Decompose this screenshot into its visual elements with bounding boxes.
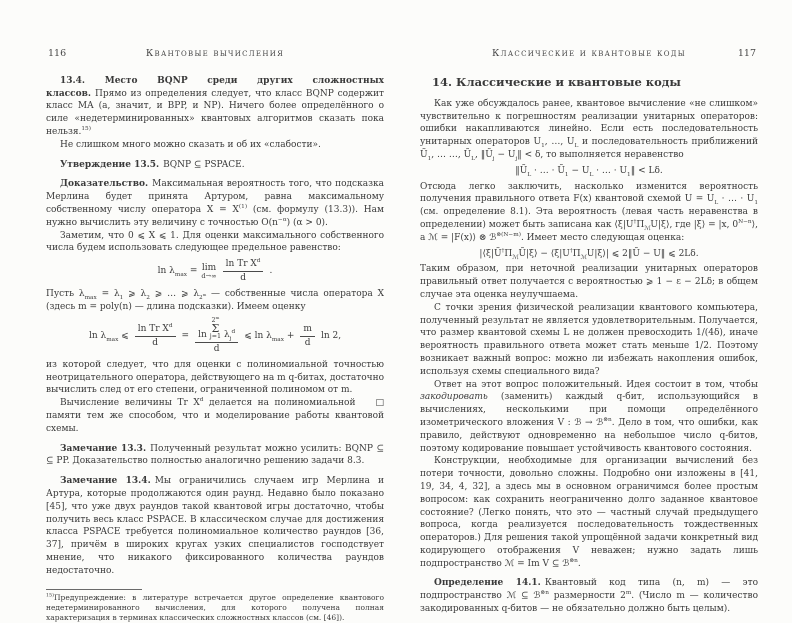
fraction-numerator: ln Tr $X^d$ — [225, 258, 261, 270]
paragraph-physical-text: С точки зрения физической реализации квантового компьютера, полученный результат не является удовлетворительным. Получается, что размер квантовой схемы L не должен превосходить 1/(4δ), иначе вероятность правильного ответа может стать меньше 1/2. Поэтому возникает важный вопрос: можно ли избежать накопления ошибок, используя схемы специального вида? — [420, 302, 758, 377]
fraction — [135, 324, 176, 349]
paragraph-constructions-text: Конструкции, необходимые для организации вычислений без потери точности, довольно сложны. Подробно они изложены в [41, 19, 34, 4, 32], а здесь мы в основном ограничимся более простым вопросом: как сохранить неограниченно долго заданное квантовое состояние? (Легко понять, что это — частный случай предыдущего вопроса, когда реализуется последовательность тождественных операторов.) Для решения такой упрощённой задачи конкретный вид кодирующего отображения V неважен; нужно задать лишь подпространство ℳ = Im V ⊆ ℬ$^{\otimes n}$. — [420, 456, 758, 569]
paragraph-probability — [420, 181, 758, 245]
lim-subscript: d→∞ — [201, 271, 217, 280]
footnote-text: $^{15)}$Предупреждение: в литературе встречается другое определение квантового недетерминированного вычисления, для которого получена полная характеризация в терминах классических сложностных классов (см. [46]). — [46, 592, 384, 622]
paragraph-eigenvalue-text: Заметим, что 0 ⩽ X ⩽ 1. Для оценки максимального собственного числа будем использовать следующее предельное равенство: — [46, 230, 384, 254]
display-formula-bracket — [420, 248, 758, 261]
proof-text: Максимальная вероятность того, что подсказка Мерлина будет принята Артуром, равна максимальному собственному числу оператора $X = X^{(1)}$ (см. формулу (13.3)). Нам нужно вычислить эту величину с точностью $O(n^{-\alpha}) (\alpha > 0)$. — [46, 179, 384, 228]
display-formula-limit — [46, 259, 384, 284]
running-head-title-left: Квантовые вычисления — [145, 48, 285, 59]
page-number-right: 117 — [737, 48, 756, 59]
qed-box: □ — [375, 398, 384, 409]
paragraph-13-4 — [46, 75, 384, 139]
definition-14-1-label: Определение 14.1. — [434, 578, 541, 589]
bracket-inequality: $|⟨\xi|Ũ^\dagger\Pi_ℳŨ|\xi⟩$ − $⟨\xi|U^\dagger\Pi_ℳU|\xi⟩|$ ⩽ 2‖Ũ − U‖ ⩽ 2Lδ. — [479, 247, 699, 261]
remark-13-3 — [46, 443, 384, 469]
display-formula-estimate — [46, 314, 384, 355]
remark-13-4-label: Замечание 13.4. — [60, 476, 151, 487]
footnote-rule — [46, 589, 142, 590]
paragraph-constructions — [420, 455, 758, 570]
fraction-numerator: m — [303, 323, 312, 334]
statement-13-5-label: Утверждение 13.5. — [60, 159, 160, 170]
limit-operator — [201, 264, 216, 280]
paragraph-trace — [46, 397, 384, 435]
sum-lower-limit: j=1 — [209, 333, 221, 341]
fraction — [223, 259, 264, 284]
estimate-lhs: $\ln \lambda_{max}$ ⩽ — [88, 330, 129, 343]
paragraph-trace-text: Вычисление величины Tr $X^d$ делается на полиномиальной памяти тем же способом, что и моделирование работы квантовой схемы. — [46, 397, 384, 434]
paragraph-consequence — [46, 359, 384, 397]
remark-13-4-text: Мы ограничились случаем игр Мерлина и Артура, которые продолжаются один раунд. Недавно было показано [45], что уже двух раундов такой квантовой игры достаточно, чтобы получить весь класс PSPACE. В классическом случае для достижения класса PSPACE требуется полиномиальное количество раундов [36, 37], причём в широких кругах узких специалистов господствует мнение, что никакого фиксированного количества раундов недостаточно. — [46, 476, 384, 576]
paragraph-thus — [420, 263, 758, 301]
remark-13-3-text: Полученный результат можно усилить: BQNP ⊆ ⊆ PP. Доказательство полностью аналогично решению задачи 8.3. — [46, 443, 384, 467]
equals-sign: = — [181, 330, 190, 341]
section-14-title: 14. Классические и квантовые коды — [432, 74, 681, 89]
sum-upper-limit: 2$^m$ — [211, 314, 220, 324]
paragraph-physical — [420, 302, 758, 379]
running-head-left — [46, 48, 384, 61]
paragraph-let-lambda — [46, 288, 384, 314]
paragraph-eigenvalue — [46, 230, 384, 256]
statement-13-5 — [46, 159, 384, 172]
remark-13-4 — [46, 475, 384, 577]
fraction-with-sum — [195, 314, 238, 355]
paragraph-encode-text: Ответ на этот вопрос положительный. Идея состоит в том, чтобы закодировать (заменить) каждый q-бит, использующийся в вычислениях, несколькими при помощи определённого изометрического вложения V : ℬ → ℬ$^{\otimes n}$. Дело в том, что ошибки, как правило, действуют одновременно на небольшое число q-битов, поэтому кодирование повышает устойчивость квантового состояния. — [420, 379, 758, 454]
norm-inequality: $‖Ũ_L$ · … · $Ũ_1 - U_L$ · … · $U_1‖ < L\delta$. — [515, 165, 663, 178]
heading-13-4: 13.4. Место BQNP среди других сложностных классов. — [46, 75, 384, 99]
fraction-denominator: d — [152, 337, 158, 348]
page-number-left: 116 — [48, 48, 67, 59]
paragraph-13-4-text: Прямо из определения следует, что класс BQNP содержит класс MA (а, значит, и BPP, и NP). Ничего более определённого о силе «недетерминированных» квантовых алгоритмов сказать пока нельзя.$^{15)}$ — [46, 88, 384, 137]
running-head-title-right: Классические и квантовые коды — [492, 48, 686, 59]
footnote — [46, 593, 384, 623]
remark-13-3-label: Замечание 13.3. — [60, 443, 147, 454]
fraction — [300, 324, 315, 349]
running-head-right — [420, 48, 758, 61]
paragraph-encode — [420, 379, 758, 456]
definition-14-1-text: Квантовый код типа (n, m) — это подпространство ℳ ⊆ ℬ$^{\otimes n}$ размерности 2$^m$. (Число m — количество закодированных q-битов — не обязательно должно быть целым). — [420, 578, 759, 615]
estimate-middle: ⩽ $\ln \lambda_{max}$ + — [244, 330, 295, 343]
paragraph-let-lambda-text: Пусть $\lambda_{max} = \lambda_1$ ⩾ $\lambda_2$ ⩾ … ⩾ $\lambda_{2^m}$ — собственные числа оператора X (здесь m = poly(n) — длина подсказки). Имеем оценку — [46, 289, 385, 312]
display-formula-norm — [420, 165, 758, 178]
formula-lhs: $\ln \lambda_{max}$ = — [157, 266, 198, 279]
fraction-denominator: d — [240, 273, 246, 284]
sum-term: $\lambda_j^d$ — [224, 328, 236, 342]
sum-prefix: ln — [198, 329, 207, 340]
page-right — [420, 48, 758, 616]
formula-period: . — [269, 266, 273, 277]
paragraph-weakness-text: Не слишком много можно сказать и об их «слабости». — [60, 139, 321, 150]
estimate-tail: ln 2, — [320, 330, 342, 341]
sigma-symbol: Σ — [211, 322, 220, 336]
paragraph-probability-text: Отсюда легко заключить, насколько изменится вероятность получения правильного ответа F(x) квантовой схемой $U = U_L$ · … · $U_1$ (см. определение 8.1). Эта вероятность (левая часть неравенства в определении) может быть записана как $⟨\xi|U^\dagger\Pi_ℳU|\xi⟩$, где |ξ⟩ = |x, $0^{N-n}⟩$, а ℳ = |F(x)⟩ ⊗ ℬ$^{\otimes(N-m)}$. Имеет место следующая оценка: — [420, 181, 758, 243]
summation-operator — [209, 314, 221, 341]
lim-symbol: lim — [201, 262, 217, 273]
paragraph-weakness — [46, 139, 384, 152]
paragraph-errors-linear — [420, 98, 758, 162]
paragraph-consequence-text: из которой следует, что для оценки с полиномиальной точностью неотрицательного оператора, действующего на m q-битах, достаточно вычислить след от его степени, ограниченной полиномом от m. — [46, 359, 384, 396]
paragraph-thus-text: Таким образом, при неточной реализации унитарных операторов правильный ответ получается с вероятностью ⩾ 1 − ε − 2Lδ; в общем случае эта оценка неулучшаема. — [420, 264, 758, 300]
statement-13-5-text: BQNP ⊆ PSPACE. — [163, 159, 245, 170]
fraction-denominator: d — [304, 337, 311, 348]
paragraph-errors-linear-text: Как уже обсуждалось ранее, квантовое вычисление «не слишком» чувствительно к погрешностям реализации унитарных операторов: ошибки накапливаются линейно. Если есть последовательность унитарных операторов $U_1$, …, $U_L$ и последовательность приближений $Ũ_1$, … …, $Ũ_L$, $‖Ũ_j$ − $U_j‖ < \delta$, то выполняется неравенство — [420, 98, 758, 162]
fraction-numerator: ln Tr $X^d$ — [137, 322, 173, 334]
page-left — [46, 48, 384, 623]
proof-paragraph — [46, 178, 384, 229]
proof-label: Доказательство. — [60, 179, 149, 190]
definition-14-1 — [420, 577, 758, 615]
fraction-denominator: d — [213, 343, 220, 354]
